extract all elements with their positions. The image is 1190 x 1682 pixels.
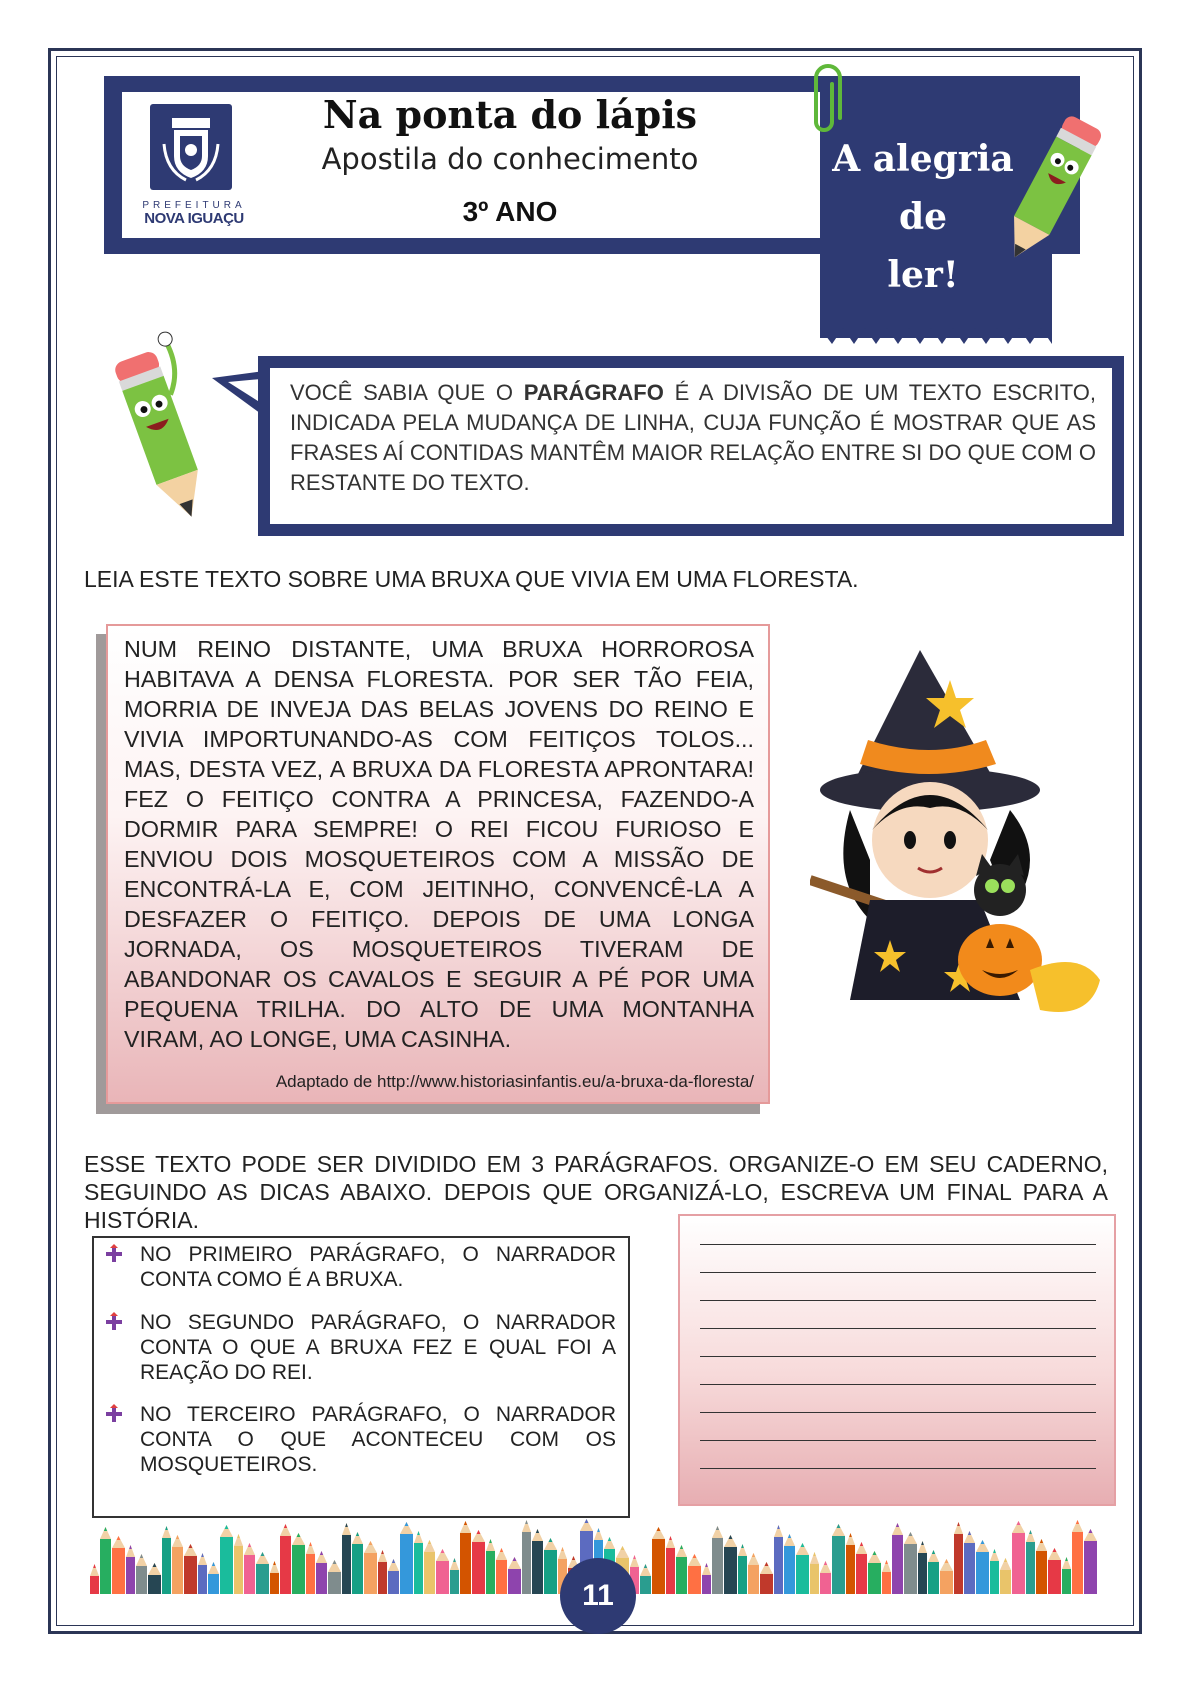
ribbon-zigzag bbox=[820, 322, 1052, 346]
pencil-mascot-waving-icon bbox=[96, 330, 226, 530]
pencil-mascot-icon bbox=[996, 96, 1116, 272]
reading-prompt: LEIA ESTE TEXTO SOBRE UMA BRUXA QUE VIVIA EM UMA FLORESTA. bbox=[84, 566, 859, 592]
page-title: Na ponta do lápis bbox=[322, 92, 698, 137]
instructions-text: ESSE TEXTO PODE SER DIVIDIDO EM 3 PARÁGRAFOS. ORGANIZE-O EM SEU CADERNO, SEGUINDO AS DICAS ABAIXO. DEPOIS QUE ORGANIZÁ-LO, ESCREVA UM FINAL PARA A HISTÓRIA. bbox=[84, 1151, 1108, 1233]
ribbon-text-line-2: de bbox=[898, 196, 948, 238]
ribbon-text-line-1: A alegria bbox=[832, 138, 1014, 180]
arrow-bullet-icon bbox=[104, 1312, 124, 1332]
tip-text-3: NO TERCEIRO PARÁGRAFO, O NARRADOR CONTA O QUE ACONTECEU COM OS MOSQUETEIROS. bbox=[140, 1403, 616, 1476]
arrow-bullet-icon bbox=[104, 1404, 124, 1424]
arrow-bullet-icon bbox=[104, 1244, 124, 1264]
page-subtitle: Apostila do conhecimento bbox=[321, 142, 699, 176]
tip-item bbox=[140, 1242, 616, 1292]
tip-item bbox=[140, 1310, 616, 1385]
page-number: 11 bbox=[560, 1558, 636, 1634]
coat-of-arms-icon bbox=[150, 104, 232, 190]
writing-line[interactable] bbox=[700, 1468, 1096, 1469]
writing-line[interactable] bbox=[700, 1244, 1096, 1245]
writing-line[interactable] bbox=[700, 1412, 1096, 1413]
ribbon-text-line-3: ler! bbox=[887, 254, 959, 296]
writing-line[interactable] bbox=[700, 1300, 1096, 1301]
story-source: Adaptado de http://www.historiasinfantis.eu/a-bruxa-da-floresta/ bbox=[275, 1072, 754, 1091]
writing-line[interactable] bbox=[700, 1272, 1096, 1273]
writing-line[interactable] bbox=[700, 1384, 1096, 1385]
witch-illustration bbox=[810, 640, 1110, 1040]
tip-item bbox=[140, 1402, 616, 1477]
grade-label: 3º ANO bbox=[462, 196, 558, 227]
writing-line[interactable] bbox=[700, 1440, 1096, 1441]
writing-area[interactable] bbox=[678, 1214, 1116, 1506]
writing-line[interactable] bbox=[700, 1356, 1096, 1357]
info-text-before: VOCÊ SABIA QUE O bbox=[290, 380, 524, 405]
tip-text-1: NO PRIMEIRO PARÁGRAFO, O NARRADOR CONTA COMO É A BRUXA. bbox=[140, 1243, 616, 1291]
info-text-bold: PARÁGRAFO bbox=[523, 380, 664, 405]
city-logo bbox=[150, 104, 232, 190]
paperclip-icon bbox=[806, 64, 846, 138]
writing-line[interactable] bbox=[700, 1328, 1096, 1329]
info-text-after: É A DIVISÃO DE UM TEXTO ESCRITO, INDICADA PELA MUDANÇA DE LINHA, CUJA FUNÇÃO É MOSTRAR QUE AS FRASES AÍ CONTIDAS MANTÊM MAIOR RELAÇÃO ENTRE SI DO QUE COM O RESTANTE DO TEXTO. bbox=[290, 380, 1096, 495]
story-text: NUM REINO DISTANTE, UMA BRUXA HORROROSA HABITAVA A DENSA FLORESTA. POR SER TÃO FEIA, MORRIA DE INVEJA DAS BELAS JOVENS DO REINO E VIVIA IMPORTUNANDO-AS COM FEITIÇOS TOLOS... MAS, DESTA VEZ, A BRUXA DA FLORESTA APRONTARA! FEZ O FEITIÇO CONTRA A PRINCESA, FAZENDO-A DORMIR PARA SEMPRE! O REI FICOU FURIOSO E ENVIOU DOIS MOSQUETEIROS COM A MISSÃO DE ENCONTRÁ-LA E, COM JEITINHO, CONVENCÊ-LA A DESFAZER O FEITIÇO. DEPOIS DE UMA LONGA JORNADA, OS MOSQUETEIROS TIVERAM DE ABANDONAR OS CAVALOS E SEGUIR A PÉ POR UMA PEQUENA TRILHA. DO ALTO DE UMA MONTANHA VIRAM, AO LONGE, UMA CASINHA. bbox=[124, 636, 754, 1052]
logo-prefeitura: PREFEITURA bbox=[142, 200, 246, 211]
tip-text-2: NO SEGUNDO PARÁGRAFO, O NARRADOR CONTA O QUE A BRUXA FEZ E QUAL FOI A REAÇÃO DO REI. bbox=[140, 1311, 616, 1384]
logo-city-name: NOVA IGUAÇU bbox=[144, 210, 244, 227]
info-box-text bbox=[290, 378, 1096, 498]
